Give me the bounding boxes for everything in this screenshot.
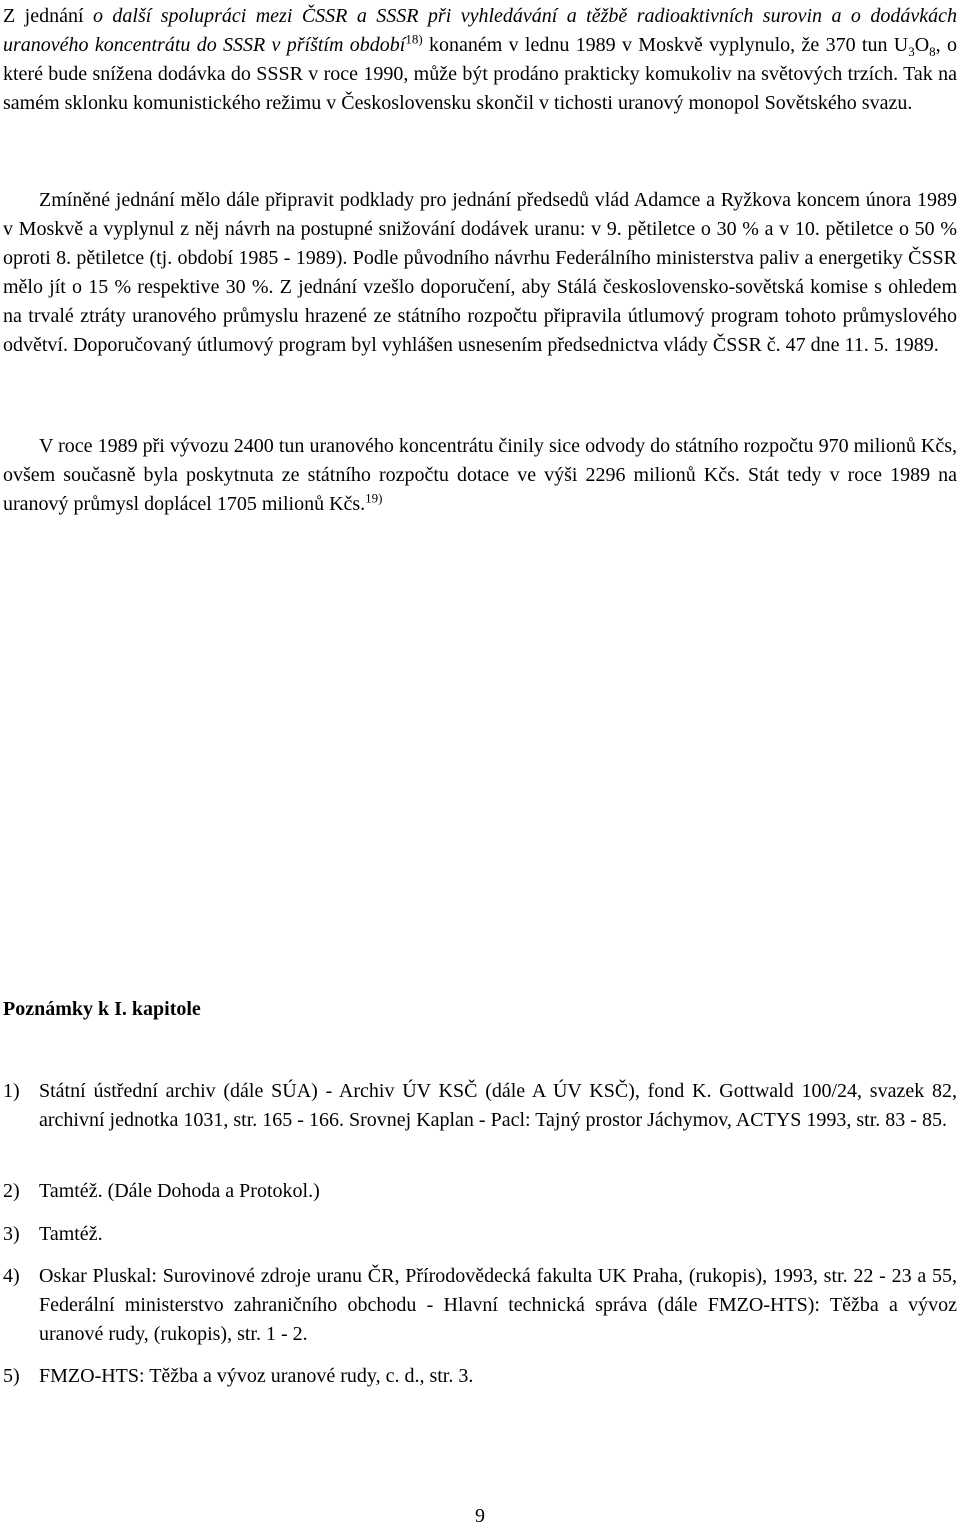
note-text: Státní ústřední archiv (dále SÚA) - Archiv ÚV KSČ (dále A ÚV KSČ), fond K. Gottwald 100/24, svazek 82, archivní jednotka 1031, str. 165 - 166. Srovnej Kaplan - Pacl: Tajný prostor Jáchymov, ACTYS 1993, str. 83 - 85. bbox=[39, 1080, 957, 1131]
p1-lead: Z jednání bbox=[3, 5, 93, 27]
note-item bbox=[3, 1077, 957, 1135]
note-text: Oskar Pluskal: Surovinové zdroje uranu ČR, Přírodovědecká fakulta UK Praha, (rukopis), 1993, str. 22 - 23 a 55, Federální ministerstvo zahraničního obchodu - Hlavní technická správa (dále FMZO-HTS): Těžba a vývoz uranové rudy, (rukopis), str. 1 - 2. bbox=[39, 1265, 957, 1345]
note-text: FMZO-HTS: Těžba a vývoz uranové rudy, c. d., str. 3. bbox=[39, 1365, 474, 1387]
subscript-o: 8 bbox=[929, 44, 936, 59]
note-text: Tamtéž. (Dále Dohoda a Protokol.) bbox=[39, 1180, 320, 1202]
note-number: 1) bbox=[3, 1080, 20, 1102]
note-number: 2) bbox=[3, 1180, 20, 1202]
p1-part-a: konaném v lednu 1989 v Moskvě vyplynulo, že 370 tun U bbox=[422, 34, 909, 56]
p2-text: Zmíněné jednání mělo dále připravit podklady pro jednání předsedů vlád Adamce a Ryžkova koncem února 1989 v Moskvě a vyplynul z něj návrh na postupné snižování dodávek uranu: v 9. pětiletce o 30 % a v 10. pětiletce o 50 % oproti 8. pětiletce (tj. období 1985 - 1989). Podle původního návrhu Federálního ministerstva paliv a energetiky ČSSR mělo jít o 15 % respektive 30 %. Z jednání vzešlo doporučení, aby Stálá československo-sovětská komise s ohledem na trvalé ztráty uranového průmyslu hrazené ze státního rozpočtu připravila útlumový program tohoto průmyslového odvětví. Doporučovaný útlumový program byl vyhlášen usnesením předsednictva vlády ČSSR č. 47 dne 11. 5. 1989. bbox=[3, 189, 957, 356]
paragraph-export-1989 bbox=[3, 432, 957, 519]
p3-text: V roce 1989 při vývozu 2400 tun uranového koncentrátu činily sice odvody do státního rozpočtu 970 milionů Kčs, ovšem současně byla poskytnuta ze státního rozpočtu dotace ve výši 2296 milionů Kčs. Stát tedy v roce 1989 na uranový průmysl doplácel 1705 milionů Kčs. bbox=[3, 435, 957, 515]
footnote-ref-18: 18) bbox=[405, 31, 423, 47]
p1-italic-title: o další spolupráci mezi ČSSR a SSSR při vyhledávání a těžbě radioaktivních surovin a o dodávkách uranového koncentrátu do SSSR v příštím období bbox=[3, 5, 957, 56]
note-number: 4) bbox=[3, 1265, 20, 1287]
subscript-u: 3 bbox=[908, 44, 915, 59]
note-number: 5) bbox=[3, 1365, 20, 1387]
p1-part-b: O bbox=[914, 34, 930, 56]
paragraph-uranium-monopol bbox=[3, 2, 957, 118]
note-text: Tamtéž. bbox=[39, 1223, 103, 1245]
note-item bbox=[3, 1362, 957, 1391]
paragraph-negotiations bbox=[3, 186, 957, 360]
footnote-ref-19: 19) bbox=[365, 490, 383, 506]
page-number: 9 bbox=[475, 1505, 485, 1527]
note-item bbox=[3, 1177, 957, 1206]
note-item bbox=[3, 1262, 957, 1349]
note-number: 3) bbox=[3, 1223, 20, 1245]
p1-part-c: , o které bude snížena dodávka do SSSR v roce 1990, může být prodáno prakticky komukoliv na světových trzích. Tak na samém sklonku komunistického režimu v Československu skončil v tichosti uranový monopol Sovětského svazu. bbox=[3, 34, 957, 114]
note-item bbox=[3, 1220, 957, 1249]
notes-heading: Poznámky k I. kapitole bbox=[3, 998, 201, 1020]
